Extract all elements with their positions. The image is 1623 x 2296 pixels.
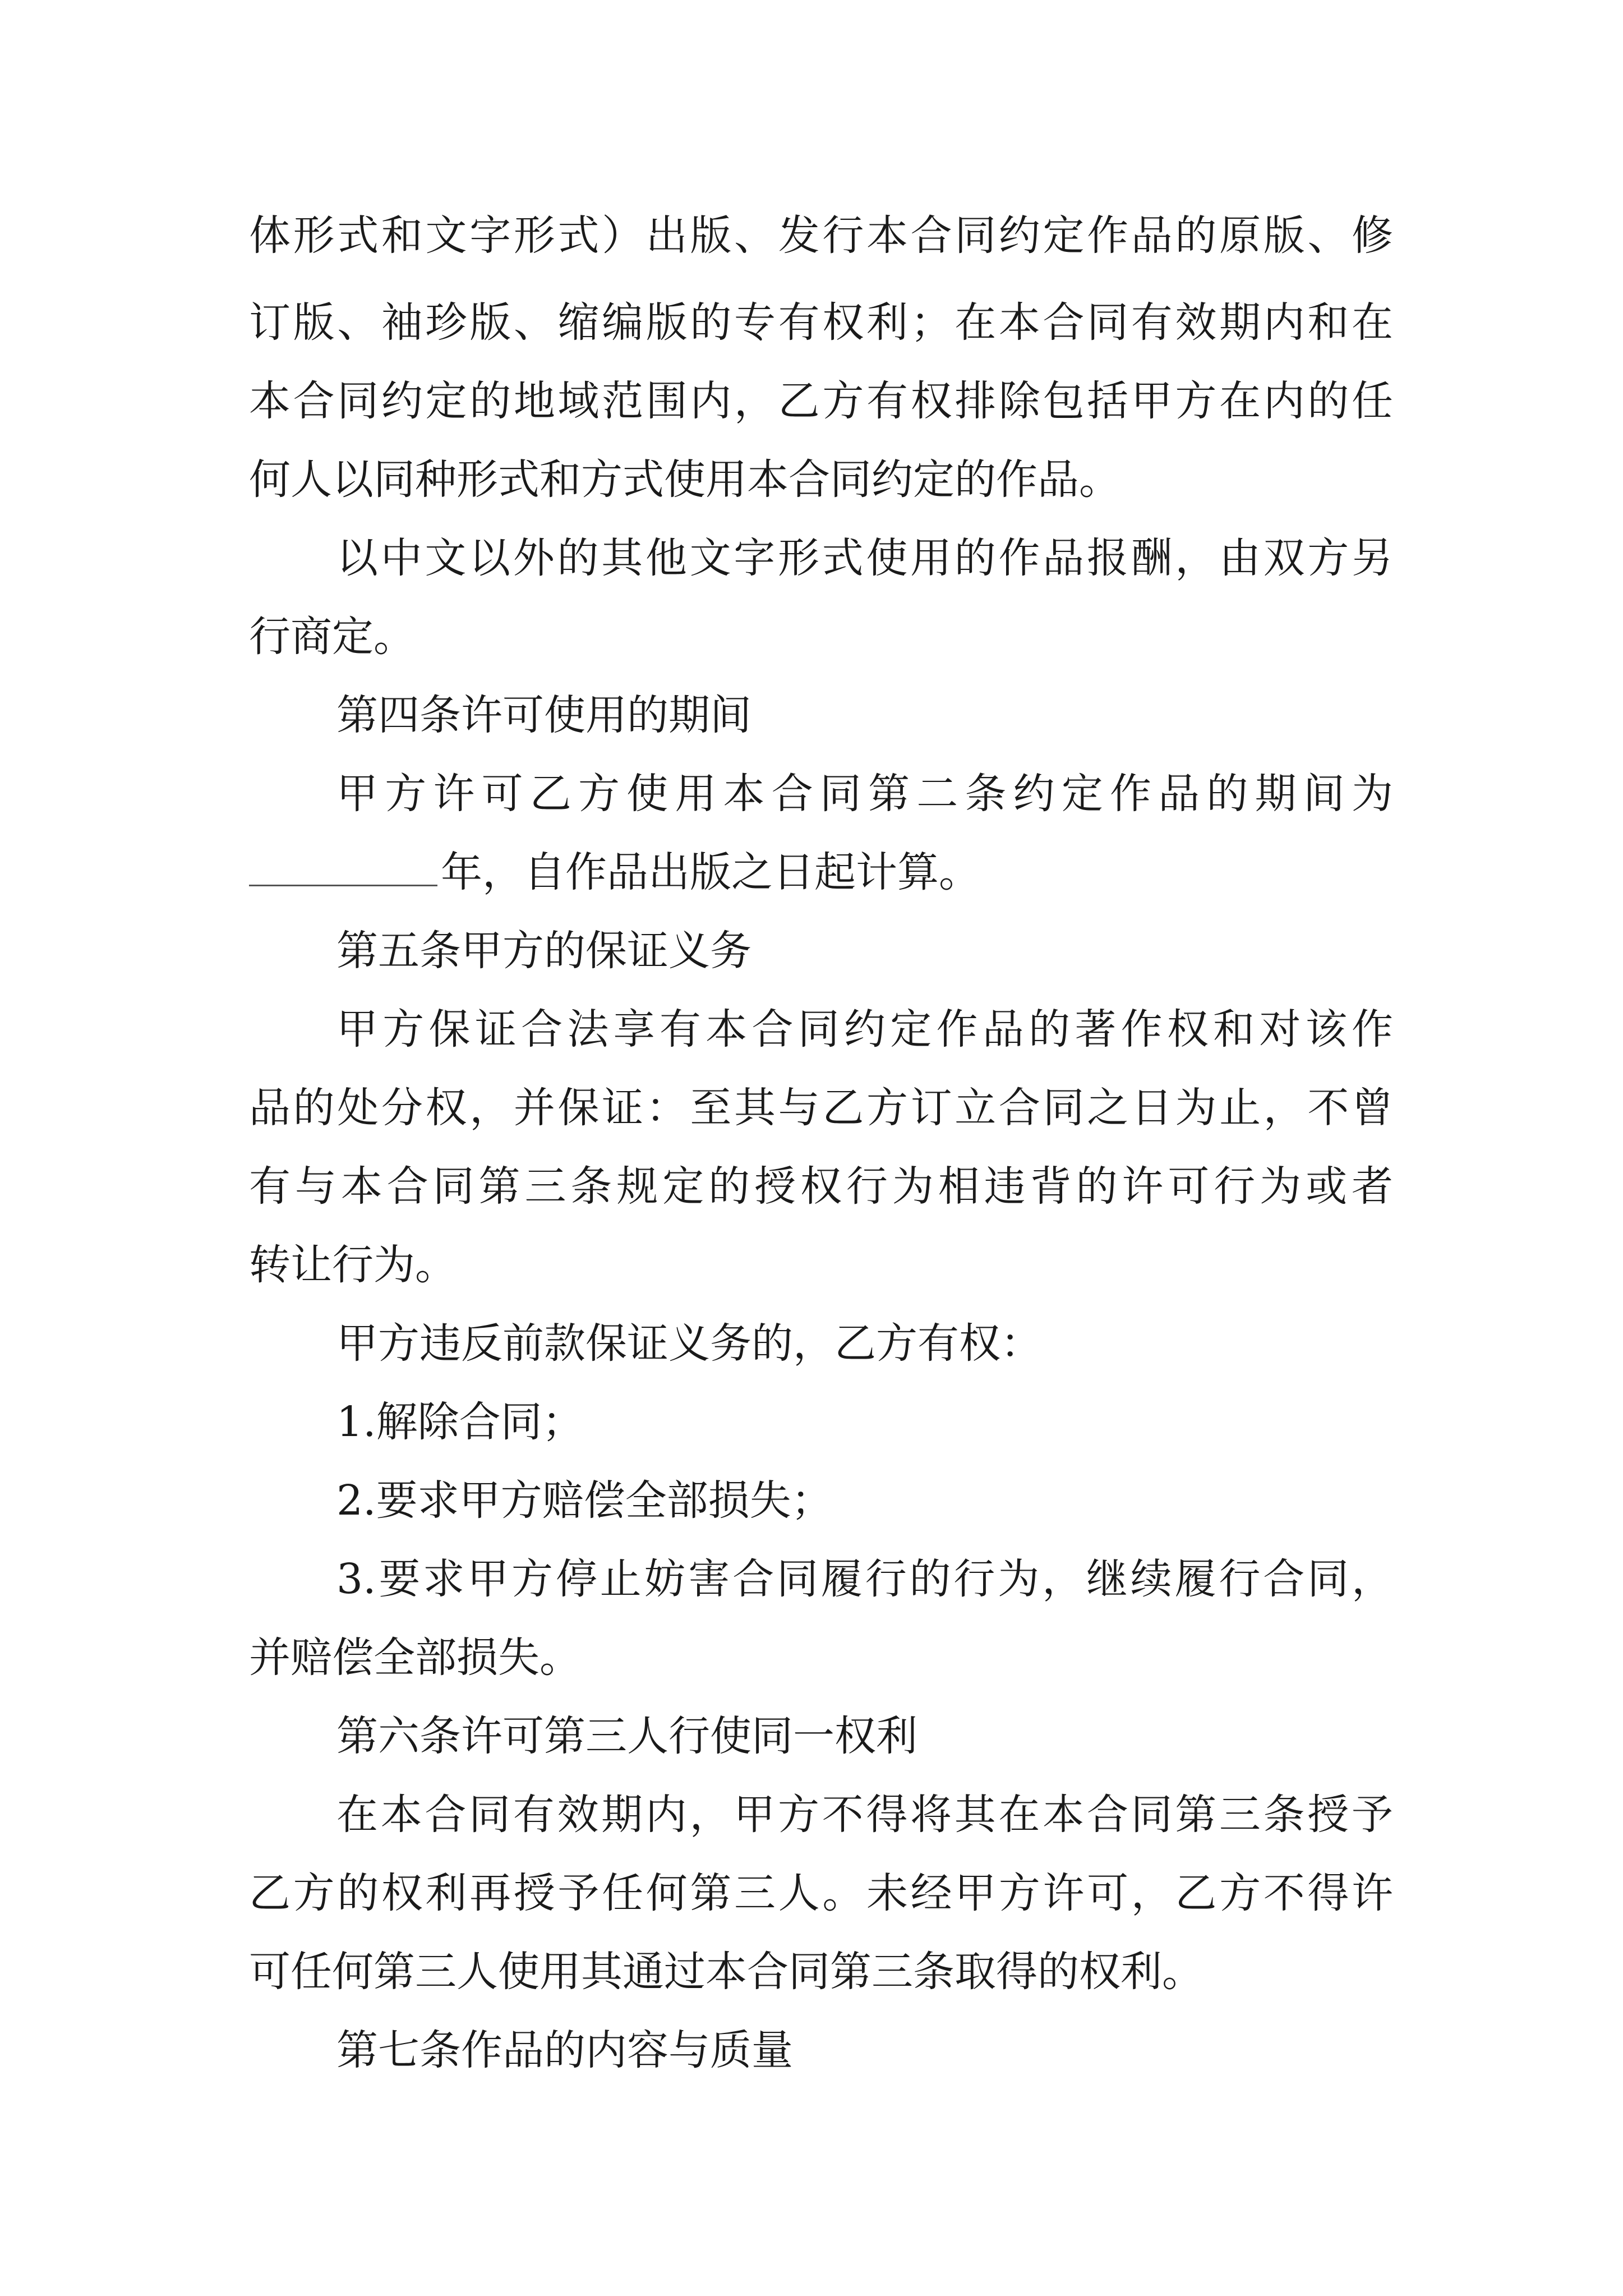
paragraph-line: 并赔偿全部损失。 [249,1634,581,1682]
paragraph-line: 本合同约定的地域范围内，乙方有权排除包括甲方在内的任 [249,377,1393,425]
paragraph-line: 体形式和文字形式）出版、发行本合同约定作品的原版、修 [249,211,1393,260]
paragraph-line: 甲方保证合法享有本合同约定作品的著作权和对该作 [336,1005,1393,1053]
paragraph-line: 甲方许可乙方使用本合同第二条约定作品的期间为 [336,770,1393,818]
list-item: 3.要求甲方停止妨害合同履行的行为，继续履行合同， [336,1555,1393,1603]
fill-in-blank [249,845,437,886]
paragraph-line: 以中文以外的其他文字形式使用的作品报酬，由双方另 [336,534,1393,582]
paragraph-line: 行商定。 [249,613,415,661]
paragraph-line: 可任何第三人使用其通过本合同第三条取得的权利。 [249,1948,1204,1996]
article-heading: 第六条许可第三人行使同一权利 [336,1712,917,1760]
article-heading: 第七条作品的内容与质量 [336,2026,793,2074]
paragraph-line: 品的处分权，并保证：至其与乙方订立合同之日为止，不曾 [249,1084,1393,1132]
article-heading: 第四条许可使用的期间 [336,691,751,739]
list-item: 1.解除合同； [336,1398,584,1446]
paragraph-line: 订版、袖珍版、缩编版的专有权利；在本合同有效期内和在 [249,298,1393,347]
paragraph-line: 乙方的权利再授予任何第三人。未经甲方许可，乙方不得许 [249,1869,1393,1917]
paragraph-line: 何人以同种形式和方式使用本合同约定的作品。 [249,455,1121,504]
paragraph-line [249,844,1393,900]
paragraph-line: 转让行为。 [249,1241,457,1289]
list-item: 2.要求甲方赔偿全部损失； [336,1476,833,1525]
article-heading: 第五条甲方的保证义务 [336,927,751,975]
paragraph-line: 在本合同有效期内，甲方不得将其在本合同第三条授予 [336,1791,1393,1839]
paragraph-line: 有与本合同第三条规定的授权行为相违背的许可行为或者 [249,1162,1393,1211]
paragraph-line-text: 年，自作品出版之日起计算。 [441,848,980,896]
paragraph-line: 甲方违反前款保证义务的，乙方有权： [336,1319,1042,1368]
